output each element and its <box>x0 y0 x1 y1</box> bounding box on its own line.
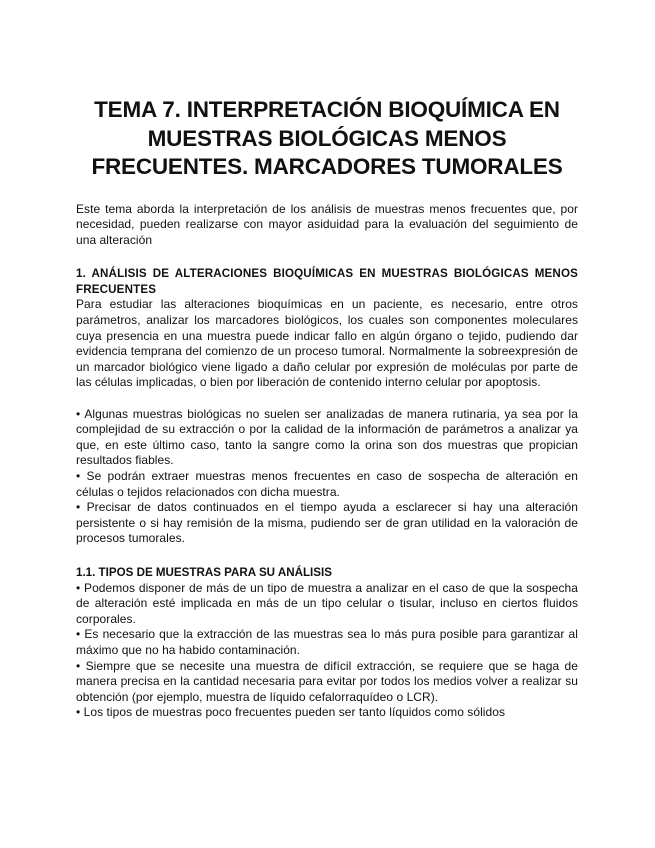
list-item: • Algunas muestras biológicas no suelen ser analizadas de manera rutinaria, ya sea por la complejidad de su extracción o por la calidad de la información de parámetros a analizar ya que, en este último caso, tanto la sangre como la orina son dos muestras que propician resultados fiables. <box>76 406 578 468</box>
title-line-3: FRECUENTES. MARCADORES TUMORALES <box>91 154 563 179</box>
title-line-2: MUESTRAS BIOLÓGICAS MENOS <box>147 125 507 151</box>
title-line-1: TEMA 7. INTERPRETACIÓN BIOQUÍMICA EN <box>94 97 560 122</box>
intro-paragraph: Este tema aborda la interpretación de los análisis de muestras menos frecuentes que, por necesidad, pueden realizarse con mayor asiduidad para la evaluación del seguimiento de una alteración <box>76 201 578 247</box>
section-1-bullet-list <box>76 407 578 547</box>
list-item: • Se podrán extraer muestras menos frecuentes en caso de sospecha de alteración en células o tejidos relacionados con dicha muestra. <box>76 469 578 499</box>
section-1-1-heading: 1.1. TIPOS DE MUESTRAS PARA SU ANÁLISIS <box>76 565 332 579</box>
document-page <box>76 96 578 721</box>
list-item: • Es necesario que la extracción de las muestras sea lo más pura posible para garantizar al máximo que no ha habido contaminación. <box>76 627 578 657</box>
paragraph-spacer <box>76 391 578 407</box>
list-item: • Los tipos de muestras poco frecuentes pueden ser tanto líquidos como sólidos <box>76 705 506 720</box>
section-1-1-bullet-list <box>76 581 578 721</box>
section-1-heading: 1. ANÁLISIS DE ALTERACIONES BIOQUÍMICAS EN MUESTRAS BIOLÓGICAS MENOS FRECUENTES <box>76 267 578 296</box>
list-item: • Siempre que se necesite una muestra de difícil extracción, se requiere que se haga de manera precisa en la cantidad necesaria para evitar por todos los medios volver a realizar su obtención (por ejemplo, muestra de líquido cefalorraquídeo o LCR). <box>76 658 578 704</box>
section-1-paragraph: Para estudiar las alteraciones bioquímicas en un paciente, es necesario, entre otros parámetros, analizar los marcadores biológicos, los cuales son componentes moleculares cuya presencia en una muestra puede indicar fallo en algún órgano o tejido, pudiendo dar evidencia temprana del comienzo de un proceso tumoral. Normalmente la sobreexpresión de un marcador biológico viene ligado a daño celular por expresión de moléculas por parte de las células implicadas, o bien por liberación de contenido interno celular por apoptosis. <box>76 297 578 390</box>
list-item: • Podemos disponer de más de un tipo de muestra a analizar en el caso de que la sospecha de alteración esté implicada en más de un tipo celular o tisular, incluso en ciertos fluidos corporales. <box>76 580 578 626</box>
list-item: • Precisar de datos continuados en el tiempo ayuda a esclarecer si hay una alteración persistente o si hay remisión de la misma, pudiendo ser de gran utilidad en la valoración de procesos tumorales. <box>76 500 578 546</box>
page-title <box>46 96 608 182</box>
